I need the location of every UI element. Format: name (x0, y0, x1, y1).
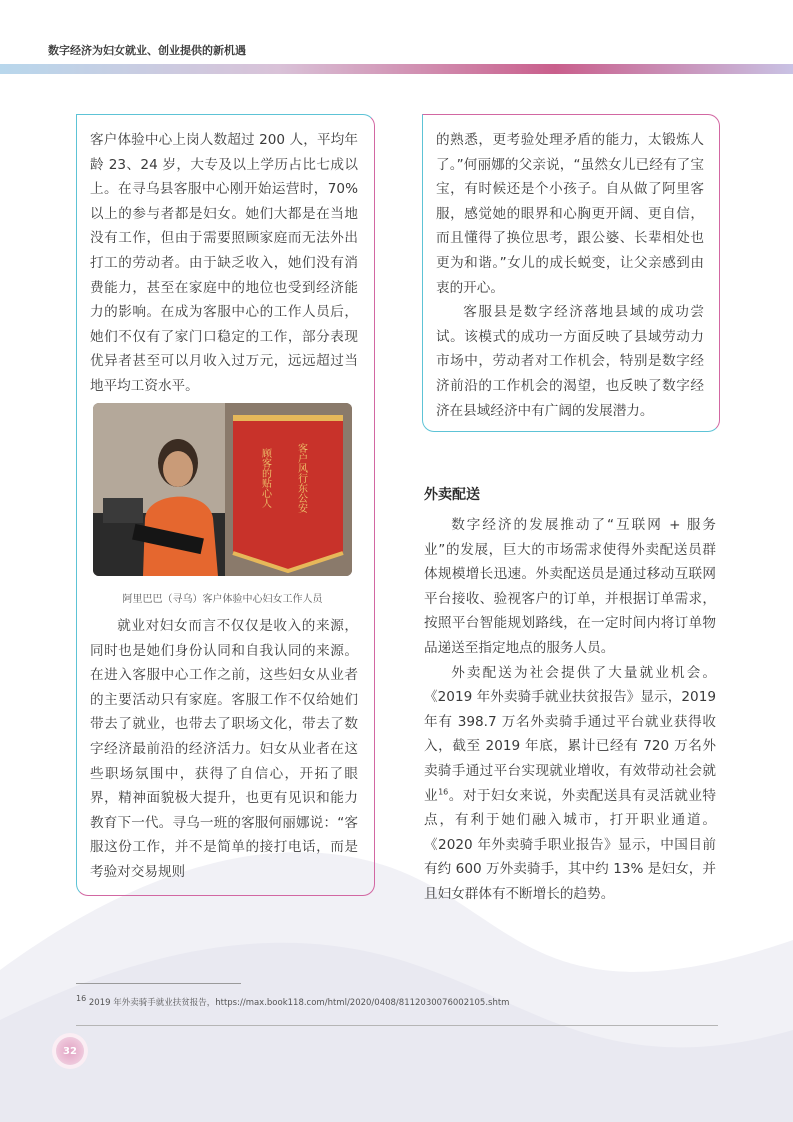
footnote-rule (76, 983, 241, 984)
header-gradient-bar (0, 64, 793, 74)
section-paragraph-2-part-a: 外卖配送为社会提供了大量就业机会。《2019 年外卖骑手就业扶贫报告》显示，2019 年有 398.7 万名外卖骑手通过平台就业获得收入，截至 2019 年底，累计已经有 720 万名外卖骑手通过平台实现就业增收，有效带动社会就业 (424, 664, 716, 804)
page-number: 32 (56, 1037, 84, 1065)
left-paragraph-1-text: 客户体验中心上岗人数超过 200 人，平均年龄 23、24 岁，大专及以上学历占比七成以上。在寻乌县客服中心刚开始运营时，70% 以上的参与者都是妇女。她们大都是在当地没有工作，但由于需要照顾家庭而无法外出打工的劳动者。由于缺乏收入，她们没有消费能力，甚至在家庭中的地位也受到经济能力的影响。在成为客服中心的工作人员后，她们不仅有了家门口稳定的工作，部分表现优异者甚至可以月收入过万元，远远超过当地平均工资水平。 (90, 132, 358, 394)
left-paragraph-1 (90, 128, 358, 399)
footnote-reference[interactable]: 16 (438, 787, 449, 796)
section-paragraph-2-part-b: 。对于妇女来说，外卖配送具有灵活就业特点，有利于她们融入城市，打开职业通道。《2020 年外卖骑手职业报告》显示，中国目前有约 600 万外卖骑手，其中约 13% 是妇女，并且妇女群体有不断增长的趋势。 (424, 787, 717, 902)
photo-customer-service-worker (93, 403, 352, 576)
banner-text-right: 客户风行东公安 (295, 443, 307, 513)
footnote-text[interactable]: 2019 年外卖骑手就业扶贫报告，https://max.book118.com/html/2020/0408/8112030076002105.shtm (88, 998, 510, 1008)
running-header: 数字经济为妇女就业、创业提供的新机遇 (48, 44, 246, 57)
bottom-rule (76, 1025, 718, 1026)
footnote-number: 16 (76, 994, 87, 1004)
left-paragraph-2 (90, 614, 358, 885)
photo-caption: 阿里巴巴（寻乌）客户体验中心妇女工作人员 (122, 594, 323, 605)
section-body (424, 513, 716, 907)
section-paragraph-2 (424, 661, 716, 907)
footnote (76, 996, 509, 1008)
photo-illustration (93, 403, 352, 576)
right-paragraph-1: 的熟悉，更考验处理矛盾的能力，太锻炼人了。”何丽娜的父亲说，“虽然女儿已经有了宝宝，有时候还是个小孩子。自从做了阿里客服，感觉她的眼界和心胸更开阔、更自信，而且懂得了换位思考，跟公婆、长辈相处也更为和谐。”女儿的成长蜕变，让父亲感到由衷的开心。 (436, 132, 704, 296)
section-heading: 外卖配送 (424, 487, 480, 503)
section-paragraph-1: 数字经济的发展推动了“互联网 + 服务业”的发展，巨大的市场需求使得外卖配送员群体规模增长迅速。外卖配送员是通过移动互联网平台接收、验视客户的订单，并根据订单需求，按照平台智能规划路线，在一定时间内将订单物品递送至指定地点的服务人员。 (424, 517, 716, 656)
right-paragraph-2: 客服县是数字经济落地县域的成功尝试。该模式的成功一方面反映了县域劳动力市场中，劳动者对工作机会，特别是数字经济前沿的工作机会的渴望，也反映了数字经济在县域经济中有广阔的发展潜力。 (436, 304, 704, 419)
banner-text-left: 顾客的贴心人 (259, 448, 271, 508)
right-box-text (436, 128, 704, 423)
left-paragraph-2-text: 就业对妇女而言不仅仅是收入的来源，同时也是她们身份认同和自我认同的来源。在进入客服中心工作之前，这些妇女从业者的主要活动只有家庭。客服工作不仅给她们带去了就业，也带去了职场文化，带去了数字经济最前沿的经济活力。妇女从业者在这些职场氛围中，获得了自信心，开拓了眼界，精神面貌极大提升，也更有见识和能力教育下一代。寻乌一班的客服何丽娜说：“客服这份工作，并不是简单的接打电话，而是考验对交易规则 (90, 618, 358, 880)
